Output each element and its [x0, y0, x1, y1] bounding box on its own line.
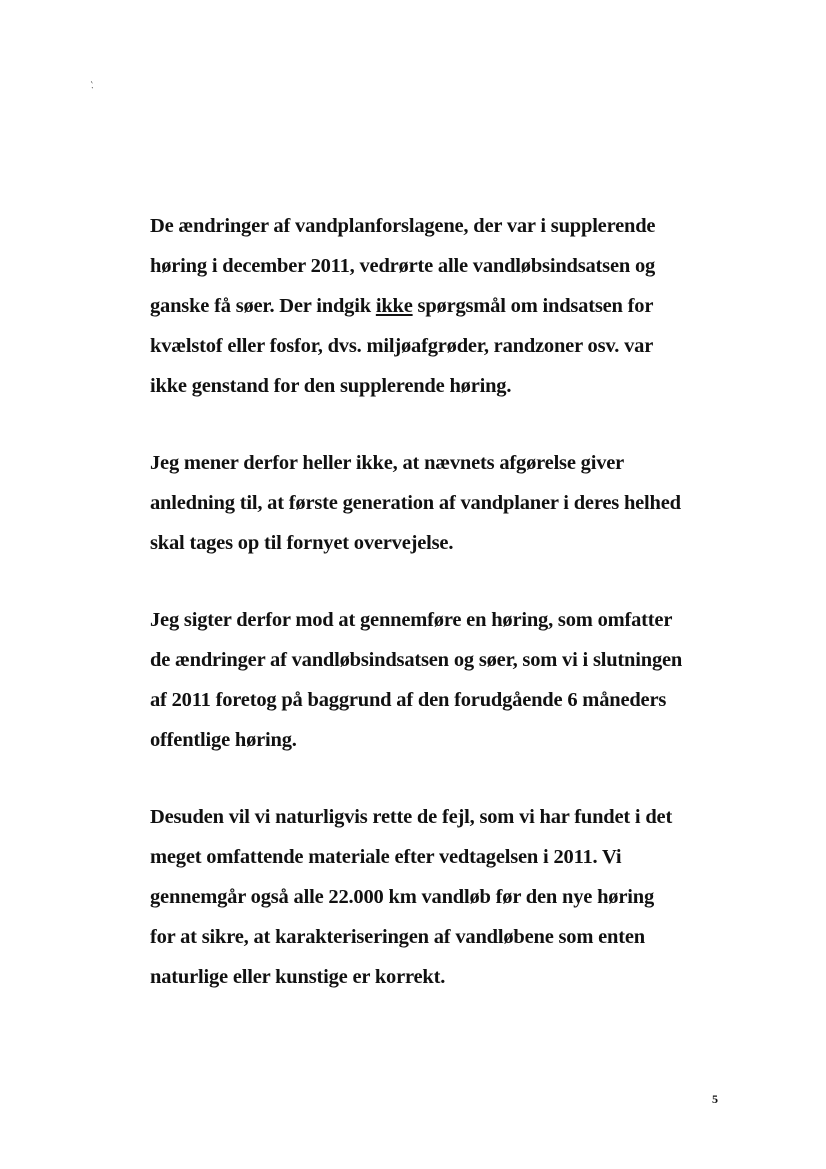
underlined-word: ikke: [375, 295, 413, 317]
text-line: for at sikre, at karakteriseringen af vandløbene som enten: [150, 926, 645, 948]
paragraph-2: [150, 443, 750, 563]
text-line: de ændringer af vandløbsindsatsen og søer, som vi i slutningen: [150, 649, 683, 671]
text-line: af 2011 foretog på baggrund af den forudgående 6 måneders: [150, 689, 667, 711]
text-segment: spørgsmål om indsatsen for: [412, 295, 654, 317]
text-line: meget omfattende materiale efter vedtagelsen i 2011. Vi: [150, 846, 622, 868]
text-line: kvælstof eller fosfor, dvs. miljøafgrøder, randzoner osv. var: [150, 335, 654, 357]
letter-body: [150, 206, 750, 1034]
text-line: høring i december 2011, vedrørte alle vandløbsindsatsen og: [150, 255, 656, 277]
paragraph-1: [150, 206, 750, 406]
text-line: De ændringer af vandplanforslagene, der var i supplerende: [150, 215, 656, 237]
text-line: skal tages op til fornyet overvejelse.: [150, 532, 454, 554]
text-line: gennemgår også alle 22.000 km vandløb før den nye høring: [150, 886, 655, 908]
paragraph-4: [150, 797, 750, 997]
text-segment: ganske få søer. Der indgik: [150, 295, 376, 317]
text-line: ikke genstand for den supplerende høring.: [150, 375, 512, 397]
text-line: anledning til, at første generation af vandplaner i deres helhed: [150, 492, 681, 514]
text-line: Jeg mener derfor heller ikke, at nævnets afgørelse giver: [150, 452, 625, 474]
text-line: [150, 286, 750, 326]
scan-mark: .': [87, 79, 97, 92]
text-line: offentlige høring.: [150, 729, 297, 751]
text-line: Jeg sigter derfor mod at gennemføre en høring, som omfatter: [150, 609, 673, 631]
page-number: 5: [712, 1092, 718, 1106]
text-line: Desuden vil vi naturligvis rette de fejl, som vi har fundet i det: [150, 806, 673, 828]
paragraph-3: [150, 600, 750, 760]
text-line: naturlige eller kunstige er korrekt.: [150, 966, 446, 988]
